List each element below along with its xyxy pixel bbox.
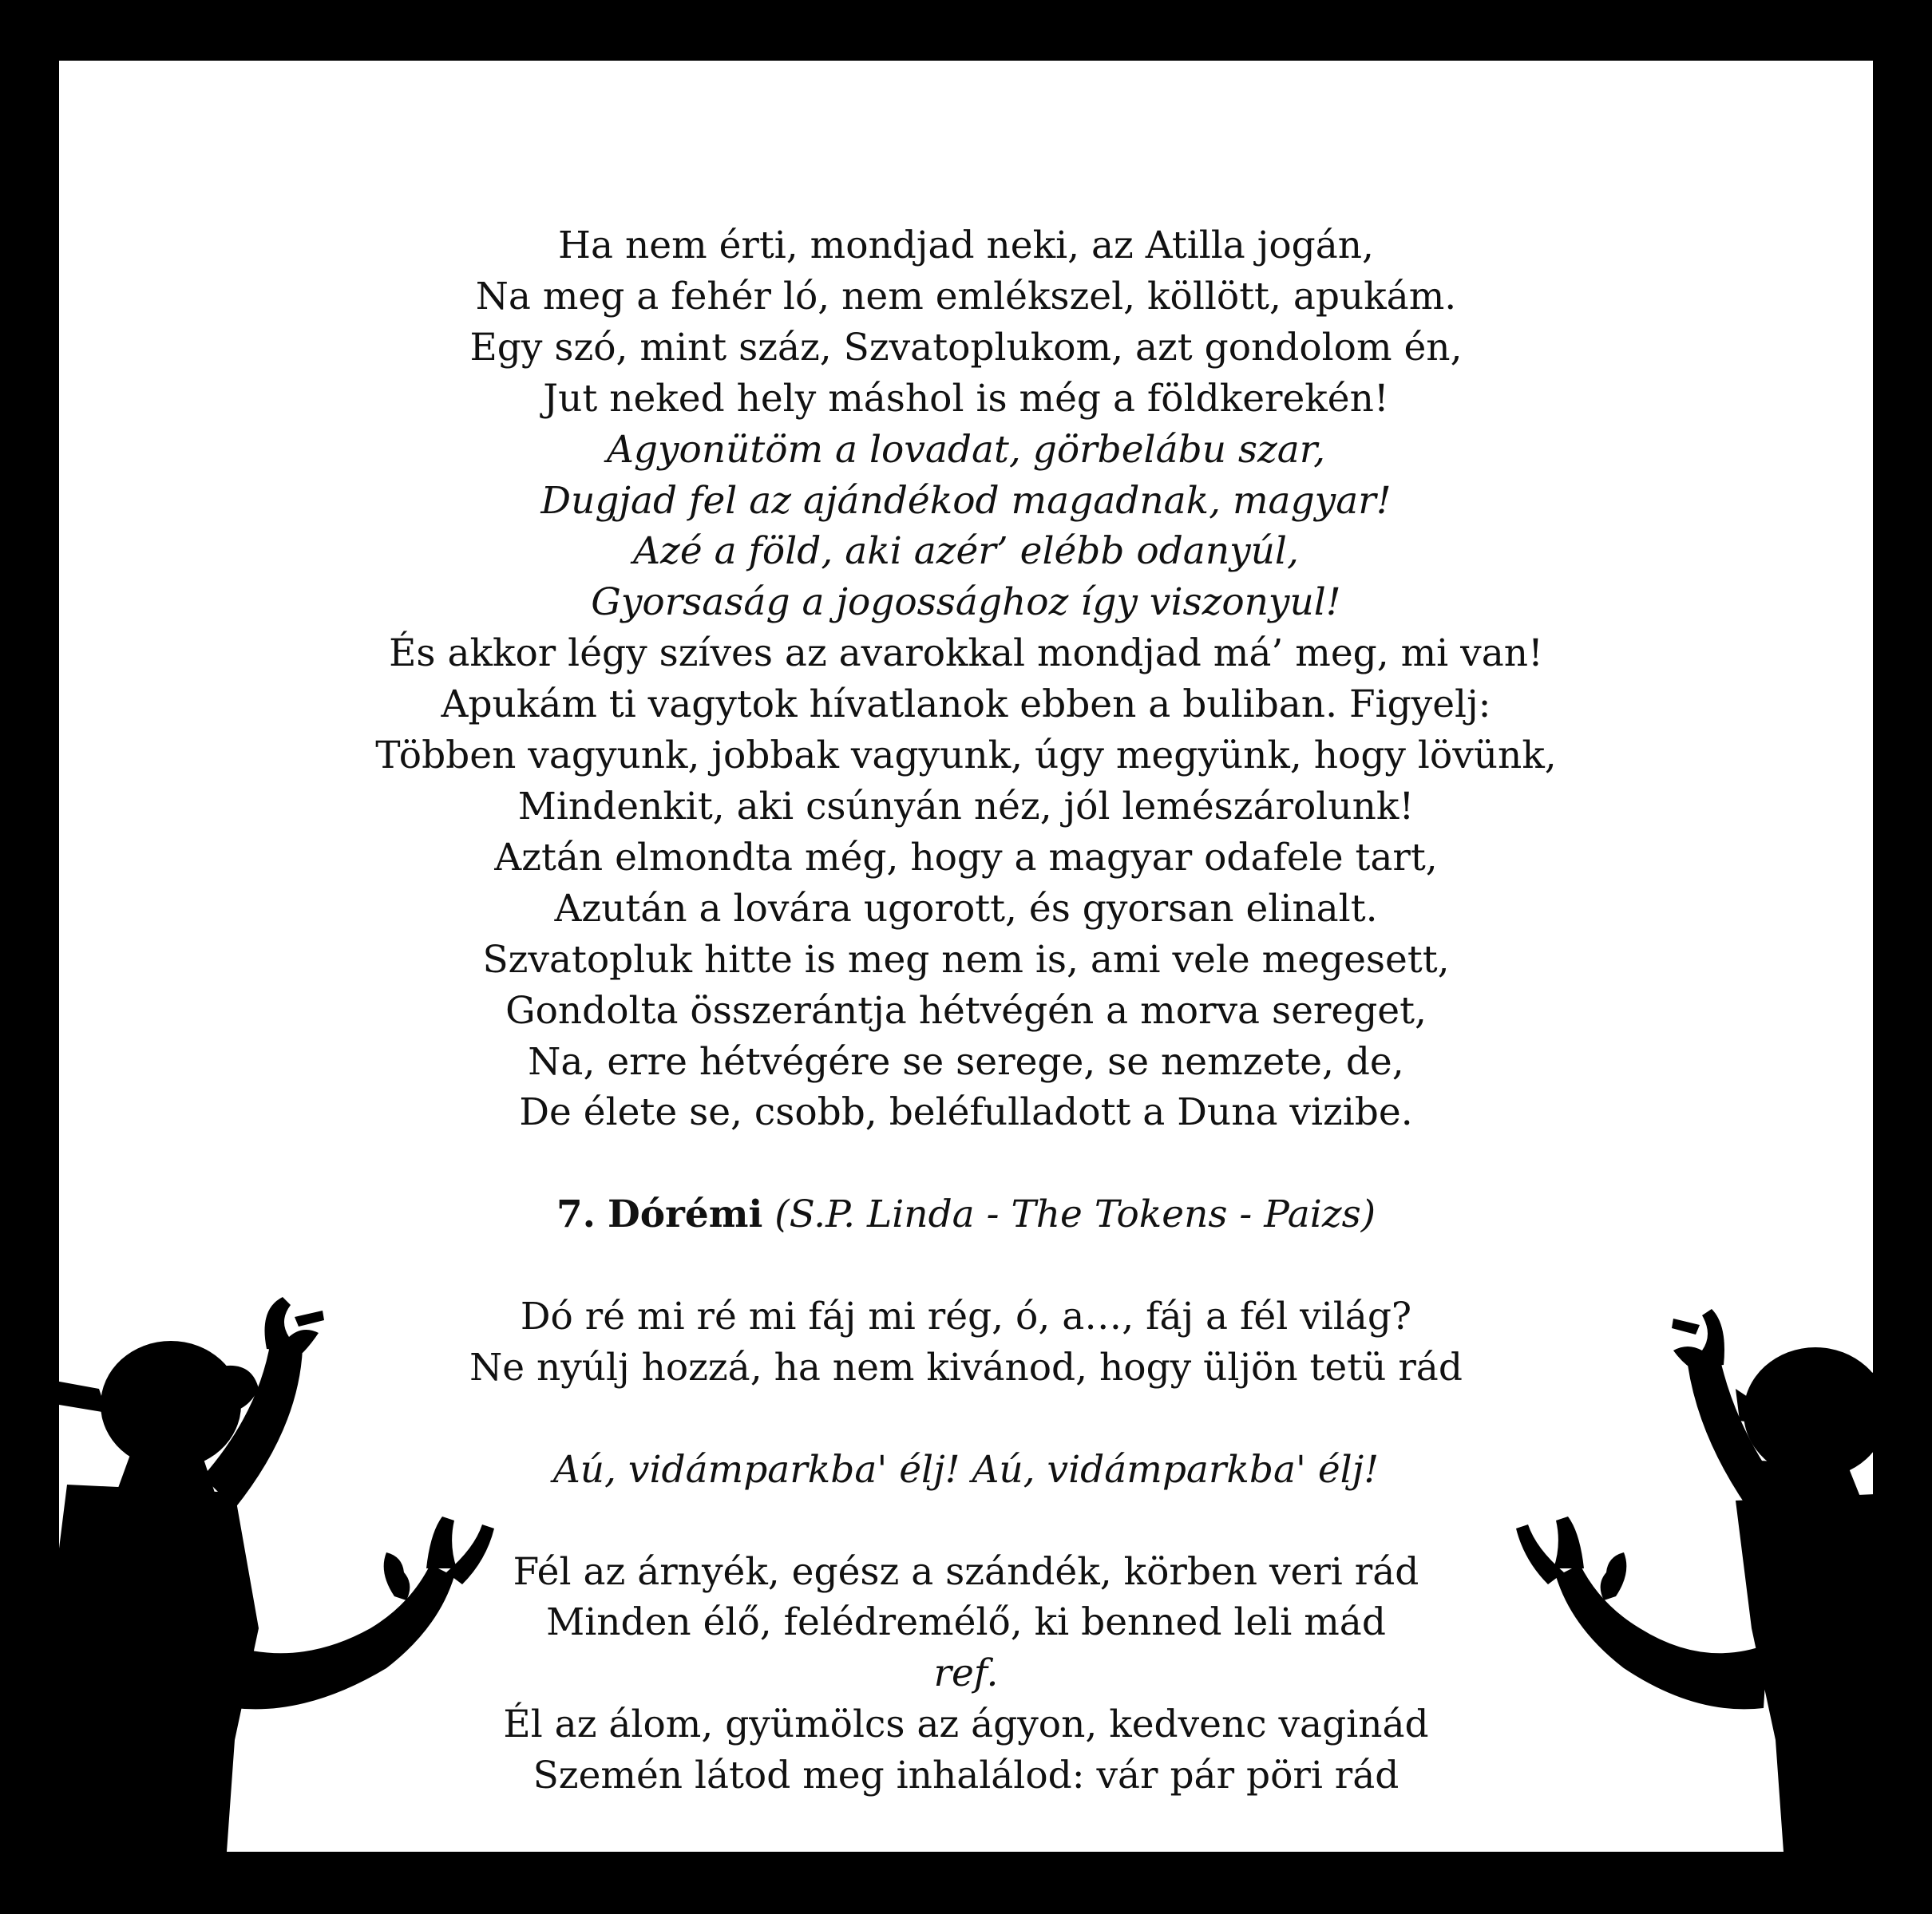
verse-line: Ne nyúlj hozzá, ha nem kivánod, hogy üljön tetü rád [469, 1345, 1463, 1390]
verse-line: Szemén látod meg inhalálod: vár pár pöri rád [532, 1754, 1400, 1798]
verse-line: Gondolta összerántja hétvégén a morva sereget, [505, 988, 1427, 1033]
song-title [59, 1189, 1873, 1240]
verse-line: És akkor légy szíves az avarokkal mondjad má’ meg, mi van! [389, 631, 1543, 676]
song-name: Dórémi [607, 1192, 763, 1237]
verse-line: Dó ré mi ré mi fáj mi rég, ó, a…, fáj a fél világ? [520, 1295, 1412, 1339]
lyrics-page [59, 61, 1873, 1852]
verse-line: Jut neked hely máshol is még a földkerekén! [543, 376, 1389, 421]
refrain-marker: ref. [933, 1651, 999, 1696]
verse-line: De élete se, csobb, beléfulladott a Duna vizibe. [519, 1090, 1413, 1135]
verse-line: Aztán elmondta még, hogy a magyar odafele tart, [494, 835, 1438, 880]
verse-line: Fél az árnyék, egész a szándék, körben veri rád [513, 1549, 1419, 1594]
song-credit: (S.P. Linda - The Tokens - Paizs) [774, 1192, 1376, 1237]
verse-line: Ha nem érti, mondjad neki, az Atilla jogán, [558, 223, 1374, 267]
dancer-silhouette-left-icon [59, 1293, 538, 1852]
verse-line: Azután a lovára ugorott, és gyorsan elinalt. [554, 886, 1378, 931]
verse-line: Szvatopluk hitte is meg nem is, ami vele megesett, [482, 937, 1450, 982]
verse-line: Többen vagyunk, jobbak vagyunk, úgy megyünk, hogy lövünk, [375, 734, 1557, 778]
italic-verse-line: Azé a föld, aki azér’ elébb odanyúl, [633, 529, 1299, 574]
verse-line: Egy szó, mint száz, Szvatoplukom, azt gondolom én, [469, 325, 1463, 370]
italic-verse-line: Gyorsaság a jogossághoz így viszonyul! [591, 580, 1341, 625]
song-number: 7. [556, 1192, 596, 1237]
verse-line: Mindenkit, aki csúnyán néz, jól lemészárolunk! [517, 784, 1415, 828]
stanza-gap [59, 1240, 1873, 1291]
verse-line: Apukám ti vagytok hívatlanok ebben a buliban. Figyelj: [441, 682, 1491, 727]
verse-line: Na, erre hétvégére se serege, se nemzete, de, [528, 1039, 1404, 1084]
verse-line: Él az álom, gyümölcs az ágyon, kedvenc vaginád [503, 1702, 1429, 1747]
stanza-gap [59, 1138, 1873, 1189]
refrain-line: Aú, vidámparkba' élj! Aú, vidámparkba' élj! [552, 1447, 1380, 1492]
dancer-silhouette-right-icon [1496, 1293, 1873, 1852]
italic-verse-line: Agyonütöm a lovadat, görbelábu szar, [606, 427, 1326, 472]
italic-verse-line: Dugjad fel az ajándékod magadnak, magyar! [540, 478, 1392, 523]
verse-line: Minden élő, felédremélő, ki benned leli mád [546, 1600, 1386, 1645]
verse-line: Na meg a fehér ló, nem emlékszel, köllött, apukám. [475, 274, 1457, 318]
